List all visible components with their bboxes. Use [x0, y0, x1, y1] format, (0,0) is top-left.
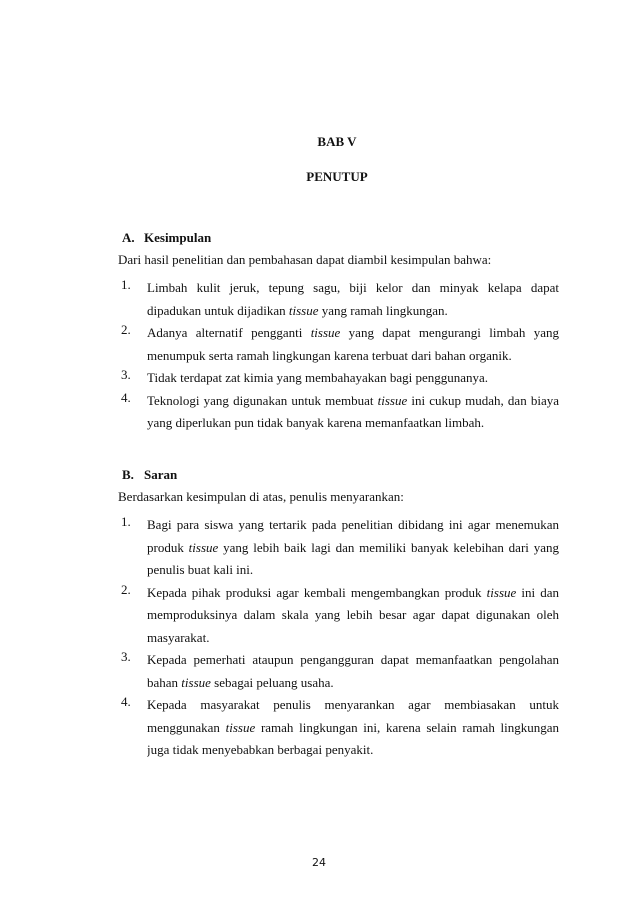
list-item-line	[147, 672, 560, 695]
list-item-line	[147, 277, 559, 300]
list-item-line	[147, 367, 560, 390]
text-segment: Kepada pihak produksi agar kembali mengembangkan produk	[147, 584, 487, 600]
text-segment: bahan	[147, 674, 182, 690]
numbered-list	[118, 514, 560, 762]
text-segment: memproduksinya dalam skala yang lebih besar agar dapat digunakan oleh	[147, 607, 559, 622]
list-item-number: 1.	[121, 514, 131, 529]
text-segment: sebagai peluang usaha.	[210, 674, 334, 690]
section-heading-text: Saran	[144, 467, 178, 482]
list-item	[118, 514, 560, 582]
text-segment: ini dan	[516, 584, 559, 600]
text-segment: menggunakan	[147, 719, 226, 735]
section-intro: Berdasarkan kesimpulan di atas, penulis menyarankan:	[118, 489, 404, 504]
text-segment: Kepada pemerhati ataupun pengangguran dapat memanfaatkan pengolahan	[147, 652, 559, 667]
list-item-line	[147, 537, 559, 560]
list-item-number: 2.	[121, 322, 131, 337]
italic-term: tissue	[188, 539, 219, 555]
list-item-line	[147, 345, 560, 368]
chapter-label: BAB V	[317, 134, 357, 149]
text-segment: Kepada masyarakat penulis menyarankan agar membiasakan untuk	[147, 697, 559, 712]
list-item-line	[147, 604, 559, 627]
list-item-line	[147, 739, 560, 762]
list-item-line	[147, 300, 560, 323]
list-item	[118, 367, 560, 390]
list-item-line	[147, 514, 559, 537]
list-item-line	[147, 649, 559, 672]
list-item-line	[147, 390, 559, 413]
italic-term: tissue	[181, 674, 211, 690]
list-item-line	[147, 559, 560, 582]
text-segment: yang diperlukan pun tidak banyak karena memanfaatkan limbah.	[147, 415, 485, 430]
list-item-number: 2.	[121, 581, 131, 597]
italic-term: tissue	[225, 719, 256, 735]
list-item-number: 4.	[121, 389, 131, 405]
text-segment: Tidak terdapat zat kimia yang membahayakan bagi penggunanya.	[147, 370, 489, 385]
section-heading	[118, 228, 560, 247]
list-item	[118, 694, 560, 762]
text-segment: produk	[147, 539, 189, 555]
italic-term: tissue	[310, 325, 341, 340]
italic-term: tissue	[288, 302, 319, 318]
list-item	[118, 390, 560, 435]
text-segment: Limbah kulit jeruk, tepung sagu, biji kelor dan minyak kelapa dapat	[147, 280, 559, 295]
text-segment: yang lebih baik lagi dan memiliki banyak kelebihan dari yang	[218, 539, 559, 555]
text-segment: Adanya alternatif pengganti	[147, 325, 311, 340]
list-item-number: 4.	[121, 694, 131, 709]
text-segment: yang ramah lingkungan.	[318, 302, 448, 318]
text-segment: masyarakat.	[147, 629, 210, 645]
list-item-line	[147, 627, 560, 650]
section-heading	[118, 465, 560, 484]
list-item	[118, 649, 560, 694]
text-segment: yang dapat mengurangi limbah yang	[340, 325, 559, 340]
list-item	[118, 322, 560, 367]
list-item-number: 1.	[121, 277, 131, 292]
italic-term: tissue	[377, 392, 408, 408]
text-segment: menumpuk serta ramah lingkungan karena terbuat dari bahan organik.	[147, 347, 512, 363]
list-item	[118, 277, 560, 322]
chapter-title: PENUTUP	[306, 169, 368, 184]
section-intro: Dari hasil penelitian dan pembahasan dapat diambil kesimpulan bahwa:	[118, 252, 492, 267]
list-item-line	[147, 412, 560, 435]
page-number: 24	[312, 856, 326, 869]
section-letter: A.	[122, 230, 135, 245]
text-segment: penulis buat kali ini.	[147, 562, 254, 577]
text-segment: Bagi para siswa yang tertarik pada penelitian dibidang ini agar menemukan	[147, 517, 559, 532]
list-item-line	[147, 322, 559, 345]
text-segment: Teknologi yang digunakan untuk membuat	[147, 392, 378, 408]
text-segment: dipadukan untuk dijadikan	[147, 302, 289, 318]
section-saran	[118, 465, 560, 762]
numbered-list	[118, 277, 560, 435]
section-letter: B.	[122, 467, 134, 482]
italic-term: tissue	[486, 584, 517, 600]
text-segment: ramah lingkungan ini, karena selain ramah lingkungan	[255, 719, 559, 735]
text-segment: juga tidak menyebabkan berbagai penyakit.	[147, 742, 374, 757]
list-item	[118, 582, 560, 650]
list-item-number: 3.	[121, 367, 131, 382]
list-item-number: 3.	[121, 649, 131, 664]
text-segment: ini cukup mudah, dan biaya	[407, 392, 559, 408]
section-heading-text: Kesimpulan	[144, 230, 212, 245]
section-kesimpulan	[118, 228, 560, 435]
list-item-line	[147, 694, 559, 717]
list-item-line	[147, 582, 559, 605]
list-item-line	[147, 717, 559, 740]
